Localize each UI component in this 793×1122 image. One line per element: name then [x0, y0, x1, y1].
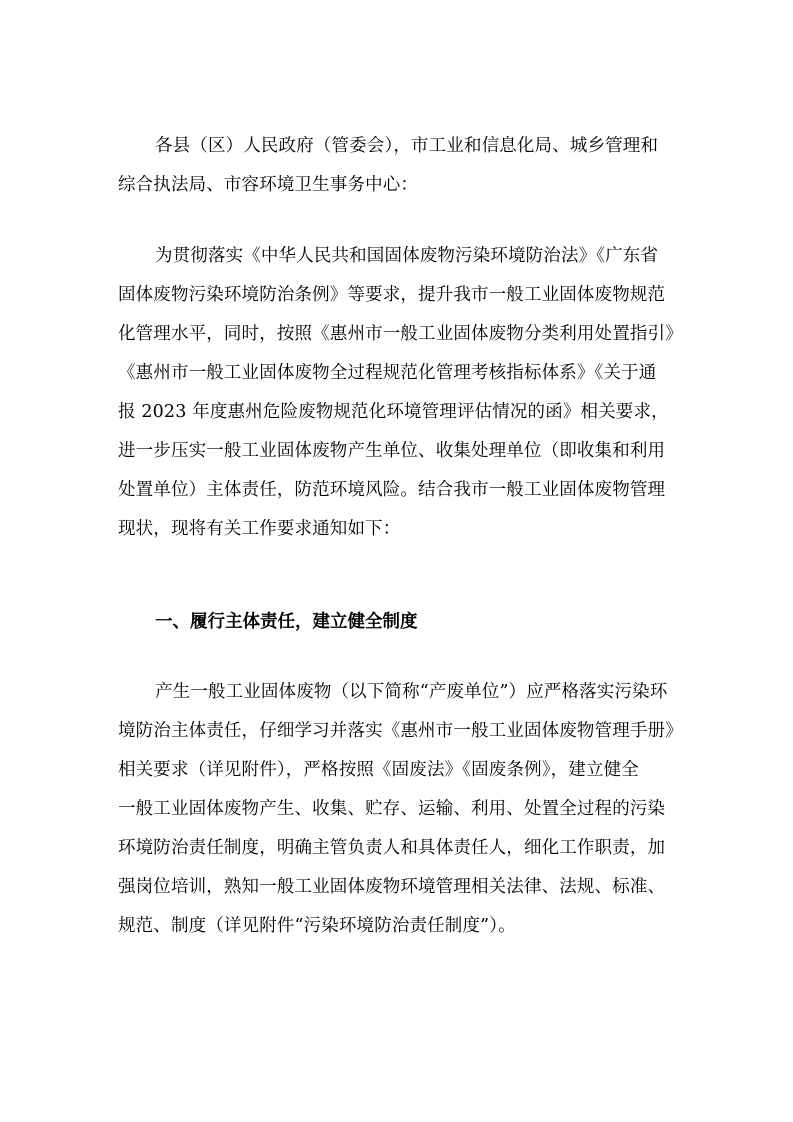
intro-line-5: 报 2023 年度惠州危险废物规范化环境管理评估情况的函》相关要求， — [118, 402, 669, 422]
section-1-line-5: 环境防治责任制度，明确主管负责人和具体责任人，细化工作职责，加 — [118, 838, 666, 858]
section-1-heading: 一、履行主体责任，建立健全制度 — [155, 612, 418, 632]
section-1-line-7: 规范、制度（详见附件“污染环境防治责任制度”）。 — [118, 916, 516, 936]
section-1-line-1: 产生一般工业固体废物（以下简称“产废单位”）应严格落实污染环 — [155, 682, 668, 702]
intro-line-4: 《惠州市一般工业固体废物全过程规范化管理考核指标体系》《关于通 — [118, 363, 657, 383]
salutation-line-2: 综合执法局、市容环境卫生事务中心： — [118, 175, 419, 195]
intro-line-1: 为贯彻落实《中华人民共和国固体废物污染环境防治法》《广东省 — [155, 246, 659, 266]
section-1-line-2: 境防治主体责任，仔细学习并落实《惠州市一般工业固体废物管理手册》 — [118, 721, 683, 741]
section-1-paragraph — [118, 673, 683, 946]
section-1-line-6: 强岗位培训，熟知一般工业固体废物环境管理相关法律、法规、标准、 — [118, 877, 666, 897]
section-1-line-3: 相关要求（详见附件），严格按照《固废法》《固废条例》，建立健全 — [118, 760, 639, 780]
section-1-line-4: 一般工业固体废物产生、收集、贮存、运输、利用、处置全过程的污染 — [118, 799, 666, 819]
intro-paragraph — [118, 237, 683, 549]
intro-line-3: 化管理水平，同时，按照《惠州市一般工业固体废物分类利用处置指引》 — [118, 324, 683, 344]
intro-line-7: 处置单位）主体责任，防范环境风险。结合我市一般工业固体废物管理 — [118, 480, 666, 500]
intro-line-2: 固体废物污染环境防治条例》等要求，提升我市一般工业固体废物规范 — [118, 285, 666, 305]
intro-line-6: 进一步压实一般工业固体废物产生单位、收集处理单位（即收集和利用 — [118, 441, 666, 461]
salutation-line-1: 各县（区）人民政府（管委会），市工业和信息化局、城乡管理和 — [155, 136, 659, 156]
salutation-paragraph — [118, 127, 678, 205]
intro-line-8: 现状，现将有关工作要求通知如下： — [118, 519, 401, 539]
section-1-heading-block — [118, 603, 678, 642]
